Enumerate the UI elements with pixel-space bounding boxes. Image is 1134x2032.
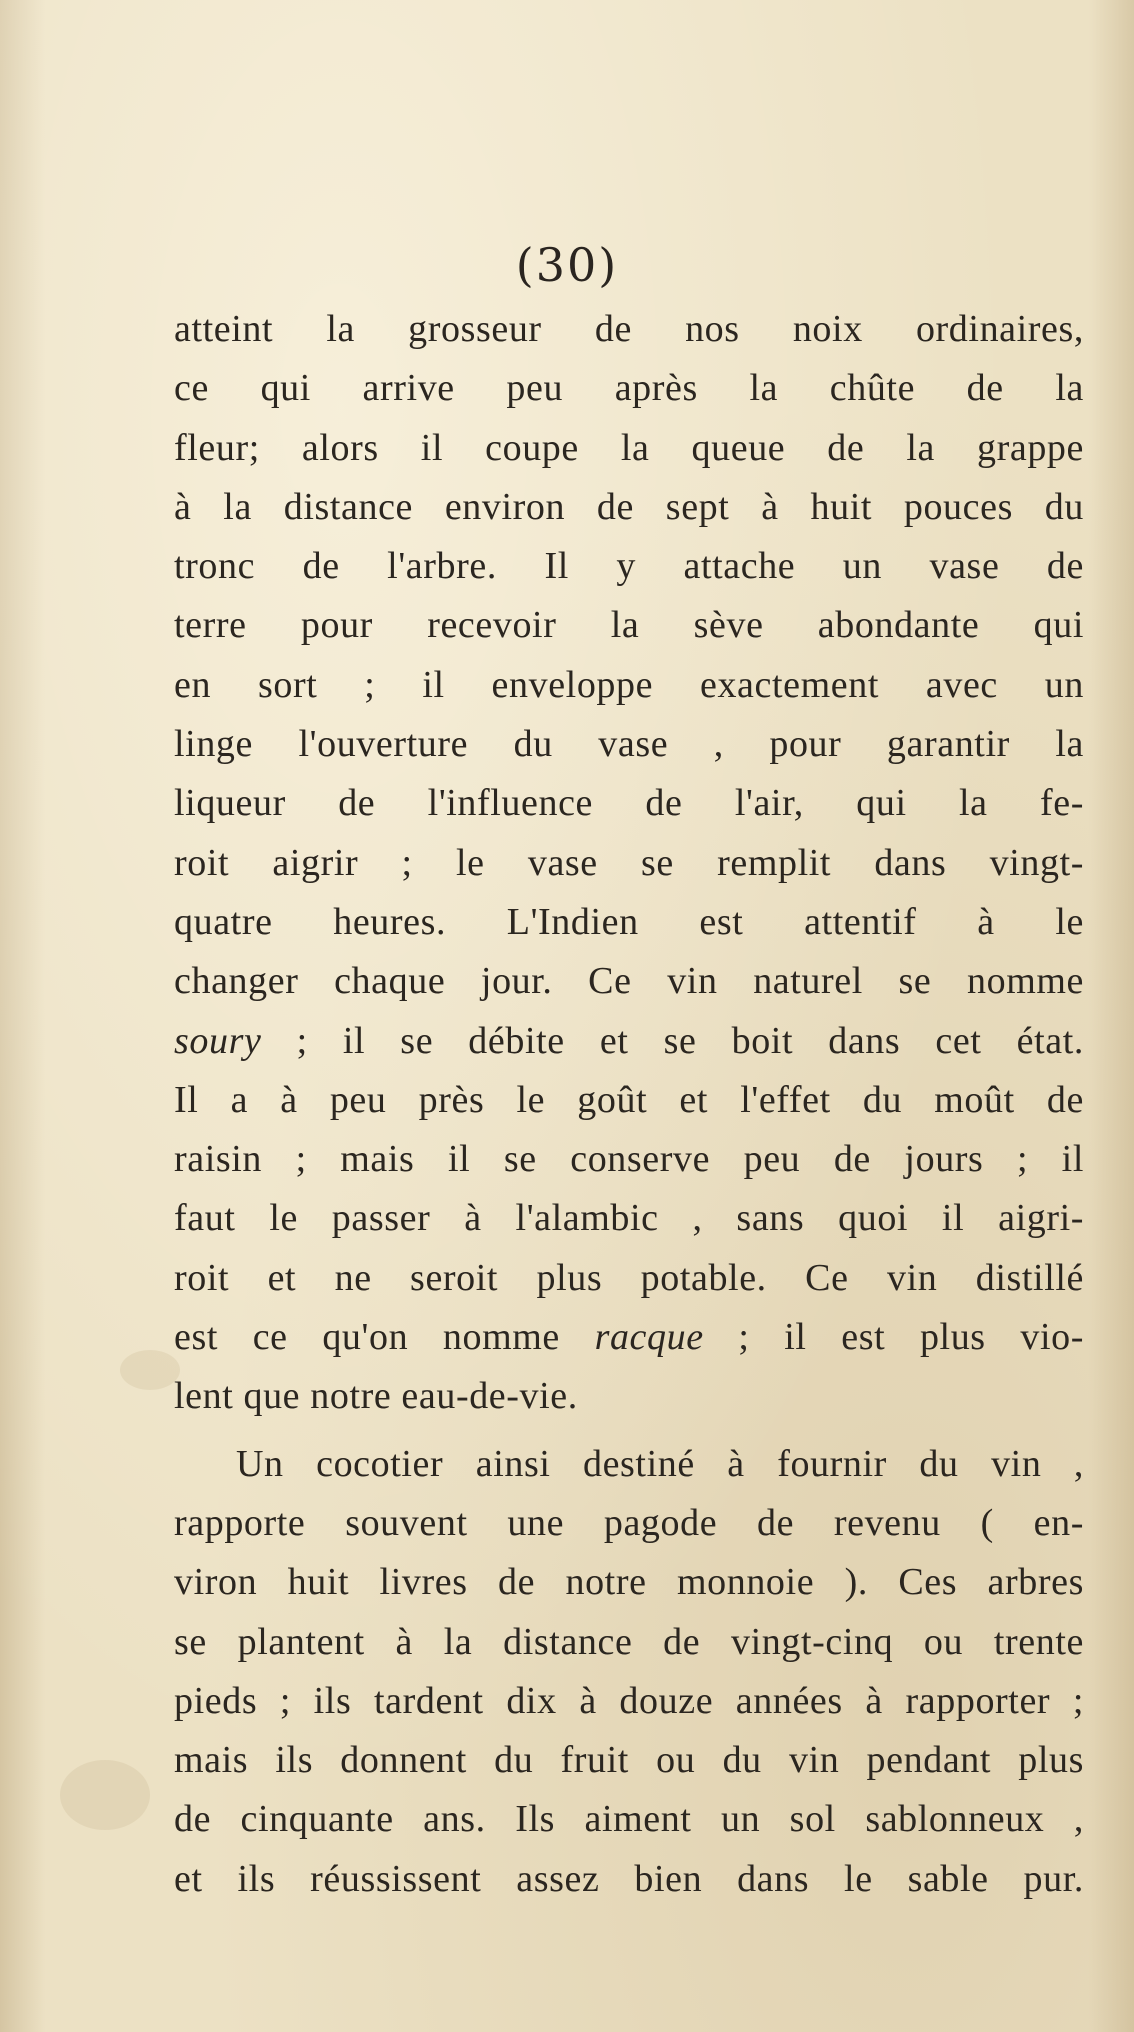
text-line: fleur; alors il coupe la queue de la grappe xyxy=(174,426,1084,469)
text-line: faut le passer à l'alambic , sans quoi il aigri- xyxy=(174,1197,1084,1240)
text-line: roit aigrir ; le vase se remplit dans vingt- xyxy=(174,841,1084,884)
paper-stain xyxy=(120,1350,180,1390)
text-line: Un cocotier ainsi destiné à fournir du vin , xyxy=(236,1442,1084,1485)
text-line: terre pour recevoir la sève abondante qui xyxy=(174,604,1084,647)
text-run: est ce qu'on nomme xyxy=(174,1316,595,1359)
text-line: Il a à peu près le goût et l'effet du moût de xyxy=(174,1078,1084,1121)
text-line: rapporte souvent une pagode de revenu ( en- xyxy=(174,1501,1084,1544)
text-run: ; il se débite et se boit dans cet état. xyxy=(261,1019,1084,1062)
text-line: raisin ; mais il se conserve peu de jours ; il xyxy=(174,1138,1084,1181)
text-line: tronc de l'arbre. Il y attache un vase de xyxy=(174,545,1084,588)
text-line: lent que notre eau-de-vie. xyxy=(174,1375,578,1418)
text-line: pieds ; ils tardent dix à douze années à rapporter ; xyxy=(174,1679,1084,1722)
text-line: quatre heures. L'Indien est attentif à le xyxy=(174,900,1084,943)
text-line: se plantent à la distance de vingt-cinq ou trente xyxy=(174,1620,1084,1663)
text-line: et ils réussissent assez bien dans le sable pur. xyxy=(174,1857,1084,1900)
italic-term: racque xyxy=(594,1316,704,1359)
text-line: liqueur de l'influence de l'air, qui la fe- xyxy=(174,782,1084,825)
text-line: en sort ; il enveloppe exactement avec un xyxy=(174,663,1084,706)
italic-term: soury xyxy=(174,1019,262,1062)
text-line: à la distance environ de sept à huit pouces du xyxy=(174,485,1084,528)
text-line: atteint la grosseur de nos noix ordinaires, xyxy=(174,308,1084,350)
text-line: viron huit livres de notre monnoie ). Ces arbres xyxy=(174,1561,1084,1604)
text-line: changer chaque jour. Ce vin naturel se nomme xyxy=(174,960,1084,1003)
text-line: ce qui arrive peu après la chûte de la xyxy=(174,367,1084,410)
text-line xyxy=(174,1308,1084,1367)
text-line: de cinquante ans. Ils aiment un sol sablonneux , xyxy=(174,1798,1084,1841)
text-run: ; il est plus vio- xyxy=(703,1316,1084,1359)
page-number: (30) xyxy=(515,238,619,292)
text-line: roit et ne seroit plus potable. Ce vin distillé xyxy=(174,1256,1084,1299)
text-line: linge l'ouverture du vase , pour garantir la xyxy=(174,723,1084,766)
text-line xyxy=(174,1012,1084,1071)
text-line: mais ils donnent du fruit ou du vin pendant plus xyxy=(174,1739,1084,1782)
paper-stain xyxy=(60,1760,150,1830)
page-body xyxy=(174,300,1084,1909)
